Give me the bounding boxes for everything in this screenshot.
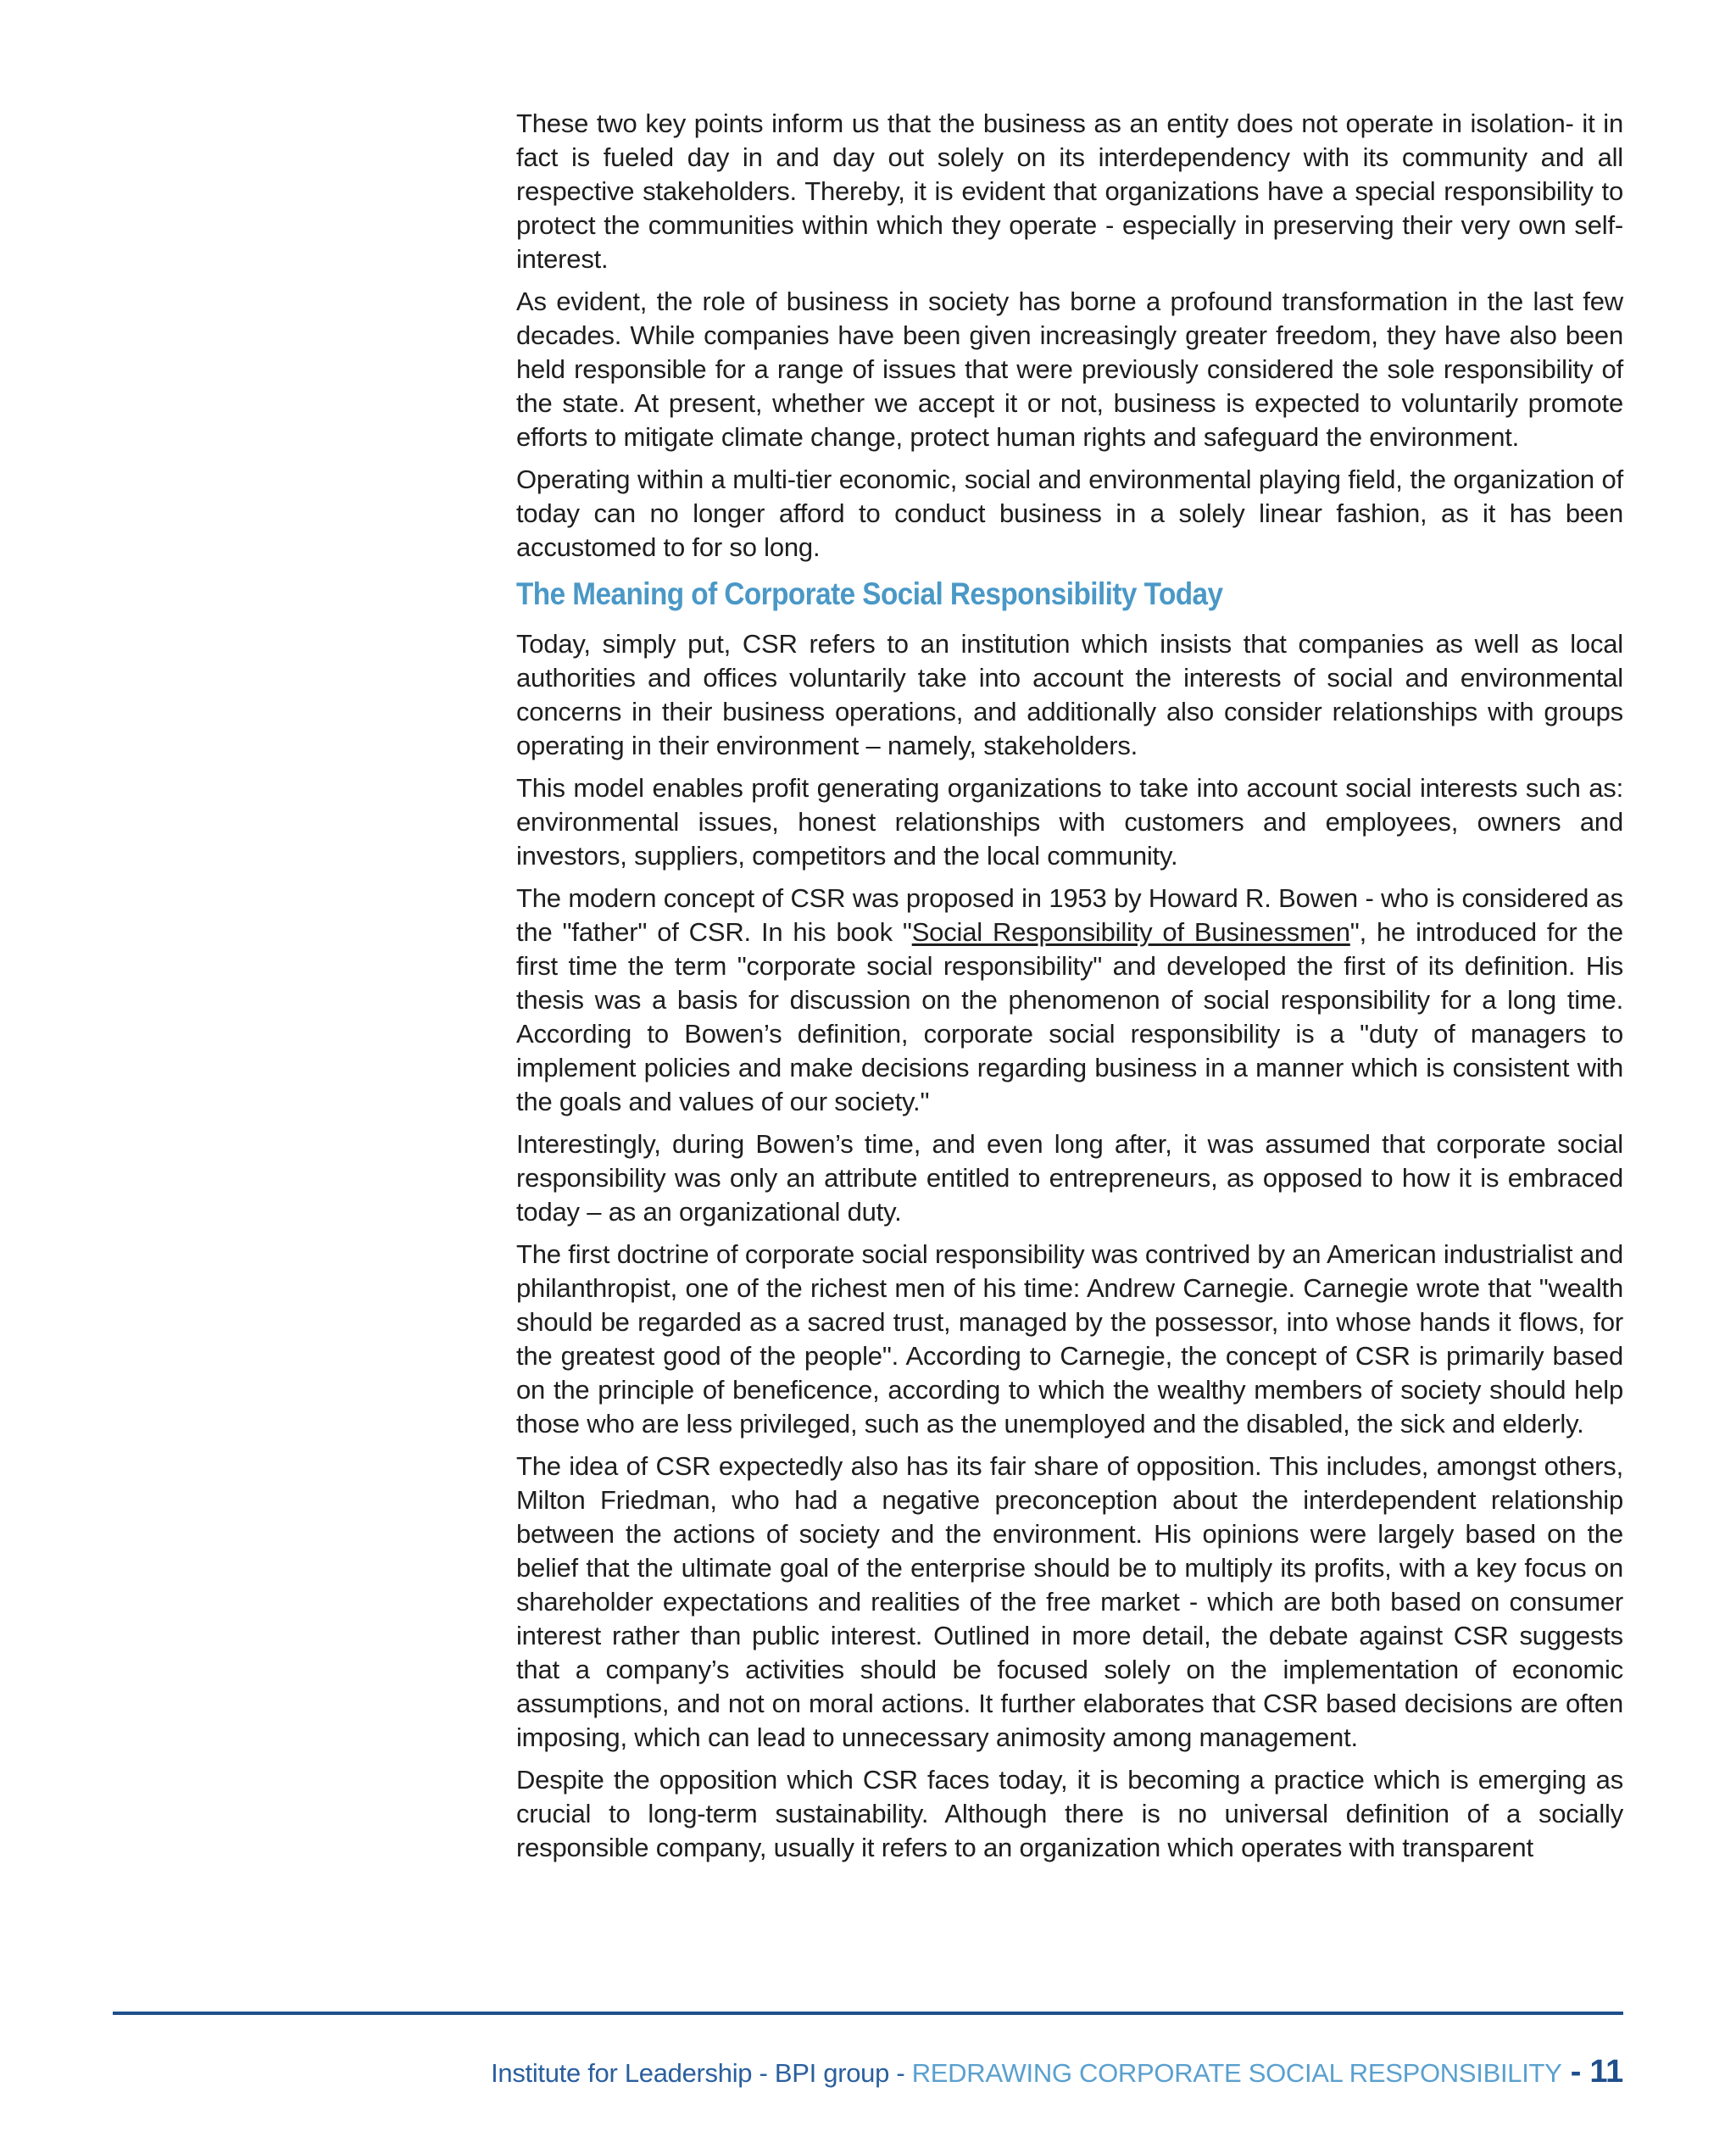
section-heading: The Meaning of Corporate Social Responsibility Today [516, 576, 1223, 611]
paragraph-sustainability: Despite the opposition which CSR faces today, it is becoming a practice which is emerging as crucial to long-term sustainability. Although there is no universal definition of a socially responsible company, usually it refers to an organization which operates with transparent [516, 1765, 1623, 1862]
page-number: 11 [1589, 2054, 1623, 2090]
paragraph-model: This model enables profit generating organizations to take into account social interests such as: environmental issues, honest relationships with customers and employees, owners and investors, suppliers, competitors and the local community. [516, 773, 1623, 871]
paragraph-carnegie: The first doctrine of corporate social responsibility was contrived by an American industrialist and philanthropist, one of the richest men of his time: Andrew Carnegie. Carnegie wrote that "wealth should be regarded as a sacred trust, managed by the possessor, into whose hands it flows, for the greatest good of the people". According to Carnegie, the concept of CSR is primarily based on the principle of beneficence, according to which the wealthy members of society should help those who are less privileged, such as the unemployed and the disabled, the sick and elderly. [516, 1239, 1623, 1439]
paragraph-bowen [516, 882, 1623, 1119]
main-content [516, 107, 1623, 1873]
bowen-text-before: The modern concept of CSR was proposed in 1953 by Howard R. Bowen - who is considered as the "father" of CSR. In his book " [516, 883, 1623, 947]
book-title-link[interactable]: Social Responsibility of Businessmen [911, 917, 1350, 947]
page-footer [491, 2053, 1623, 2092]
footer-separator: - [1561, 2054, 1590, 2090]
paragraph-multi-tier: Operating within a multi-tier economic, social and environmental playing field, the organization of today can no longer afford to conduct business in a solely linear fashion, as it has been accustomed to for so long. [516, 465, 1623, 562]
paragraph-role-of-business: As evident, the role of business in society has borne a profound transformation in the last few decades. While companies have been given increasingly greater freedom, they have also been held responsible for a range of issues that were previously considered the sole responsibility of the state. At present, whether we accept it or not, business is expected to voluntarily promote efforts to mitigate climate change, protect human rights and safeguard the environment. [516, 287, 1623, 452]
paragraph-bowen-time: Interestingly, during Bowen’s time, and even long after, it was assumed that corporate social responsibility was only an attribute entitled to entrepreneurs, as opposed to how it is embraced today – as an organizational duty. [516, 1129, 1623, 1227]
footer-divider [113, 2012, 1623, 2015]
footer-publication-title: REDRAWING CORPORATE SOCIAL RESPONSIBILITY [911, 2058, 1562, 2088]
footer-organization: Institute for Leadership - BPI group - [491, 2058, 912, 2088]
bowen-text-after: ", he introduced for the first time the term "corporate social responsibility" and developed the first of its definition. His thesis was a basis for discussion on the phenomenon of social responsibility for a long time. According to Bowen’s definition, corporate social responsibility is a "duty of managers to implement policies and make decisions regarding business in a manner which is consistent with the goals and values of our society." [516, 917, 1623, 1116]
paragraph-opposition: The idea of CSR expectedly also has its fair share of opposition. This includes, amongst others, Milton Friedman, who had a negative preconception about the interdependent relationship between the actions of society and the environment. His opinions were largely based on the belief that the ultimate goal of the enterprise should be to multiply its profits, with a key focus on shareholder expectations and realities of the free market - which are both based on consumer interest rather than public interest. Outlined in more detail, the debate against CSR suggests that a company’s activities should be focused solely on the implementation of economic assumptions, and not on moral actions. It further elaborates that CSR based decisions are often imposing, which can lead to unnecessary animosity among management. [516, 1451, 1623, 1752]
paragraph-intro: These two key points inform us that the business as an entity does not operate in isolation- it in fact is fueled day in and day out solely on its interdependency with its community and all respective stakeholders. Thereby, it is evident that organizations have a special responsibility to protect the communities within which they operate - especially in preserving their very own self-interest. [516, 109, 1623, 274]
paragraph-csr-definition: Today, simply put, CSR refers to an institution which insists that companies as well as local authorities and offices voluntarily take into account the interests of social and environmental concerns in their business operations, and additionally also consider relationships with groups operating in their environment – namely, stakeholders. [516, 629, 1623, 760]
